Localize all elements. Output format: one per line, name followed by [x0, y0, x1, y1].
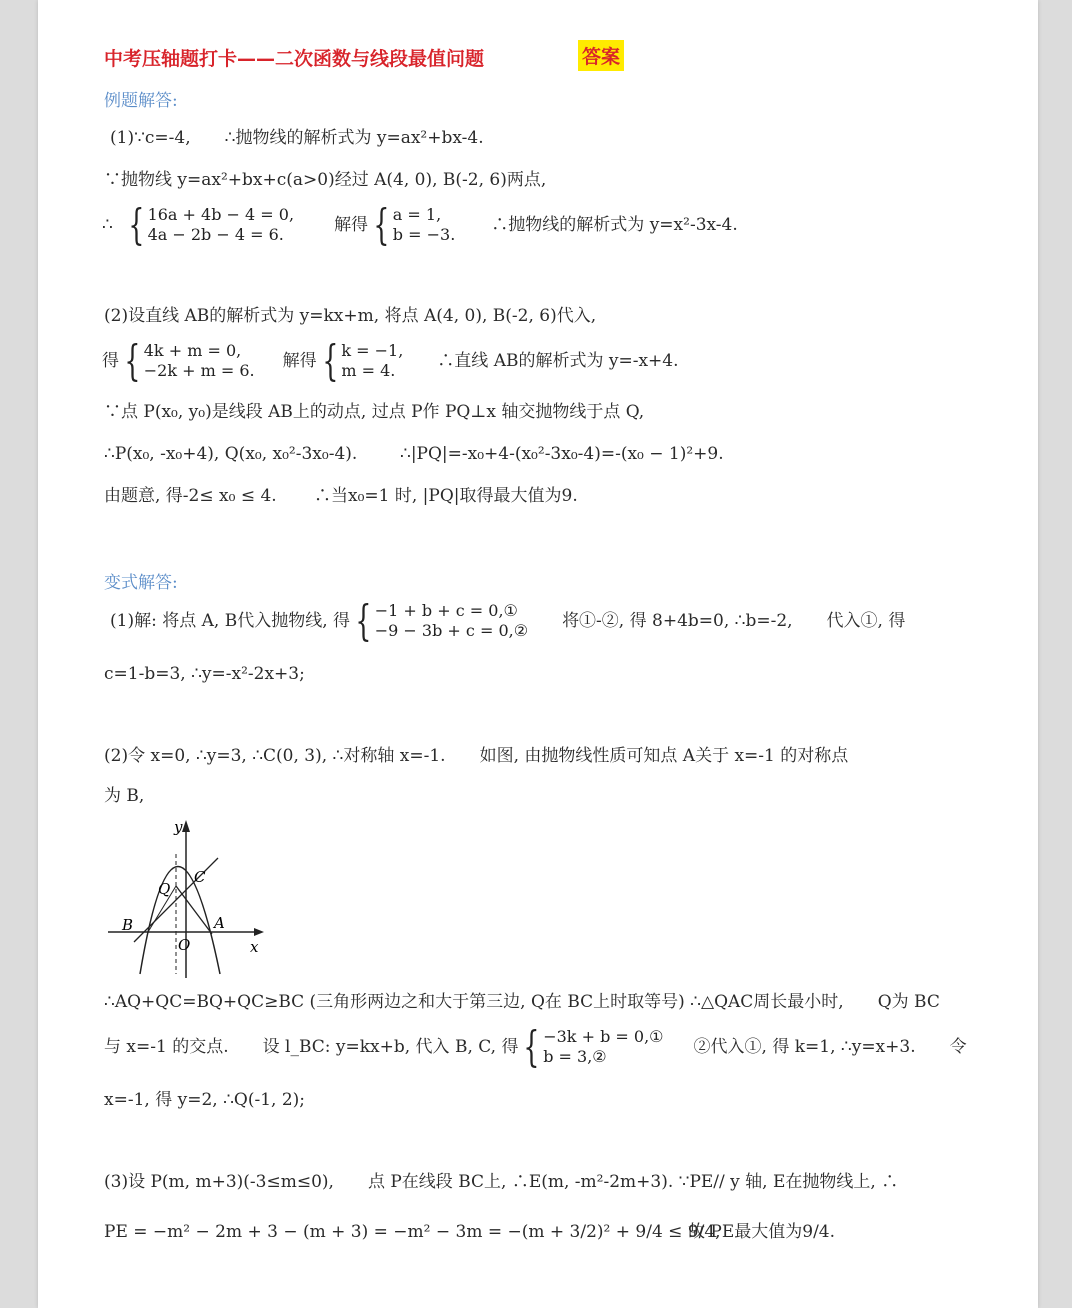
example-line-6a: 由题意, 得-2≤ x₀ ≤ 4. [104, 486, 277, 506]
variant-q2-step: ②代入①, 得 k=1, ∴y=x+3. 令 [693, 1036, 967, 1057]
example-line-1: (1)∵c=-4, ∴抛物线的解析式为 y=ax²+bx-4. [110, 128, 484, 148]
de-label: 得 [102, 350, 119, 371]
example-system-1-row [102, 200, 738, 249]
equation-line: a = 1, [392, 205, 442, 224]
therefore-symbol: ∴ [102, 214, 113, 235]
document-page [38, 0, 1038, 1308]
example-heading: 例题解答: [104, 91, 178, 111]
solution-system-2: { k = −1, m = 4. [321, 336, 404, 385]
example-line-3: (2)设直线 AB的解析式为 y=kx+m, 将点 A(4, 0), B(-2, 6)代入, [104, 306, 597, 326]
equation-line: b = −3. [392, 225, 456, 244]
variant-heading: 变式解答: [104, 573, 178, 593]
equation-line: −1 + b + c = 0,① [374, 601, 518, 620]
equation-system-3: { −1 + b + c = 0,① −9 − 3b + c = 0,② [355, 596, 529, 645]
variant-q3-line-2: PE = −m² − 2m + 3 − (m + 3) = −m² − 3m = −(m + 3/2)² + 9/4 ≤ 9/4, [104, 1222, 721, 1242]
variant-q2-line-2: 为 B, [104, 786, 145, 806]
example-system-2-row [102, 336, 679, 385]
variant-q1-text: (1)解: 将点 A, B代入抛物线, 得 [110, 610, 351, 631]
equation-line: k = −1, [341, 341, 404, 360]
page-title: 中考压轴题打卡——二次函数与线段最值问题 [104, 48, 485, 70]
example-line-6b: ∴当x₀=1 时, |PQ|取得最大值为9. [314, 486, 578, 506]
variant-q1-result: c=1-b=3, ∴y=-x²-2x+3; [104, 664, 305, 684]
x-axis-arrow [254, 928, 264, 936]
equation-line: m = 4. [341, 361, 396, 380]
equation-line: −2k + m = 6. [143, 361, 255, 380]
example-line-5a: ∴P(x₀, -x₀+4), Q(x₀, x₀²-3x₀-4). [104, 444, 358, 464]
equation-line: −3k + b = 0,① [543, 1027, 664, 1046]
equation-line: 4k + m = 0, [143, 341, 242, 360]
parabola-curve [140, 867, 220, 975]
variant-q2-line-3: ∴AQ+QC=BQ+QC≥BC (三角形两边之和大于第三边, Q在 BC上时取等号) ∴△QAC周长最小时, Q为 BC [104, 992, 940, 1012]
result-text: ∴直线 AB的解析式为 y=-x+4. [437, 350, 679, 371]
answer-badge: 答案 [578, 40, 624, 71]
variant-q2-result: x=-1, 得 y=2, ∴Q(-1, 2); [104, 1090, 306, 1110]
equation-system-1: { 16a + 4b − 4 = 0, 4a − 2b − 4 = 6. [128, 200, 295, 249]
label-b: B [122, 916, 134, 934]
label-q: Q [158, 880, 171, 898]
example-line-5b: ∴|PQ|=-x₀+4-(x₀²-3x₀-4)=-(x₀ − 1)²+9. [400, 444, 724, 464]
label-o: O [178, 936, 191, 954]
solve-label: 解得 [334, 214, 369, 235]
equation-line: 4a − 2b − 4 = 6. [147, 225, 284, 244]
variant-q1-row [110, 596, 906, 645]
equation-line: b = 3,② [543, 1047, 607, 1066]
variant-q3-line-1: (3)设 P(m, m+3)(-3≤m≤0), 点 P在线段 BC上, ∴E(m, -m²-2m+3). ∵PE// y 轴, E在抛物线上, ∴ [104, 1172, 899, 1192]
label-y: y [174, 818, 183, 836]
variant-q2-text: 与 x=-1 的交点. 设 l_BC: y=kx+b, 代入 B, C, 得 [104, 1036, 519, 1057]
variant-q2-line-1: (2)令 x=0, ∴y=3, ∴C(0, 3), ∴对称轴 x=-1. 如图, 由抛物线性质可知点 A关于 x=-1 的对称点 [104, 746, 849, 766]
y-axis-arrow [182, 820, 190, 832]
equation-system-2: { 4k + m = 0, −2k + m = 6. [124, 336, 255, 385]
example-line-2: ∵抛物线 y=ax²+bx+c(a>0)经过 A(4, 0), B(-2, 6)两点, [104, 170, 547, 190]
line-qa [176, 886, 212, 934]
label-c: C [194, 868, 206, 886]
variant-q1-step: 将①-②, 得 8+4b=0, ∴b=-2, 代入①, 得 [562, 610, 906, 631]
variant-q3-result: 故 PE最大值为9/4. [688, 1222, 836, 1242]
example-line-4: ∵点 P(x₀, y₀)是线段 AB上的动点, 过点 P作 PQ⊥x 轴交抛物线于点 Q, [104, 402, 645, 422]
solution-system-1: { a = 1, b = −3. [373, 200, 456, 249]
equation-line: 16a + 4b − 4 = 0, [147, 205, 295, 224]
equation-line: −9 − 3b + c = 0,② [374, 621, 529, 640]
variant-q2-system-row [104, 1022, 967, 1071]
solve-label: 解得 [282, 350, 317, 371]
result-text: ∴抛物线的解析式为 y=x²-3x-4. [491, 214, 738, 235]
equation-system-4: { −3k + b = 0,① b = 3,② [523, 1022, 664, 1071]
parabola-figure [100, 814, 270, 984]
label-a: A [214, 914, 225, 932]
label-x: x [250, 938, 259, 956]
